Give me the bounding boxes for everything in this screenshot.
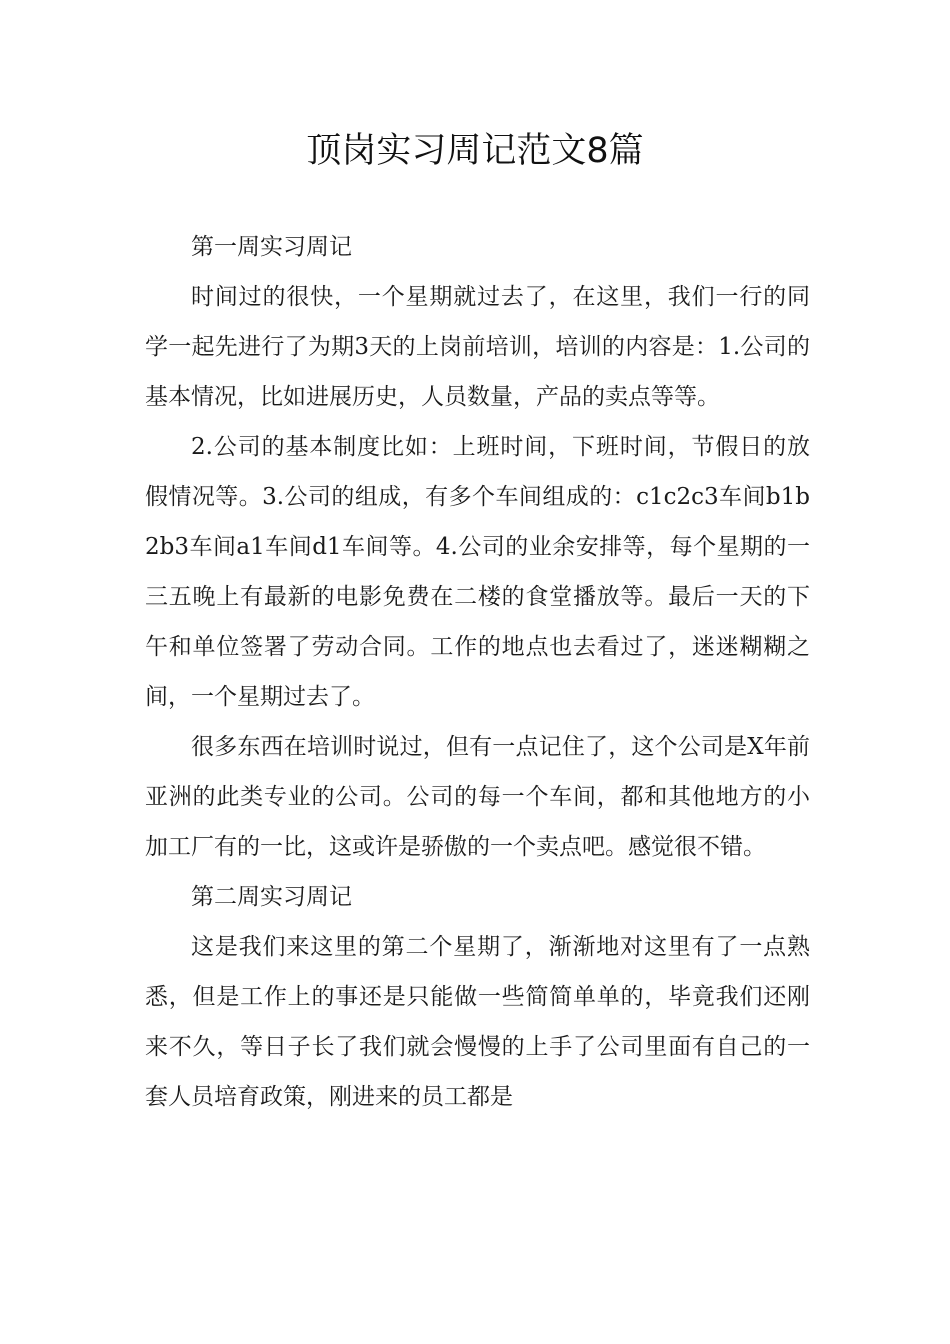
paragraph: 时间过的很快，一个星期就过去了，在这里，我们一行的同学一起先进行了为期3天的上岗前培训，培训的内容是：1.公司的基本情况，比如进展历史，人员数量，产品的卖点等等。 [145, 284, 810, 410]
paragraph: 很多东西在培训时说过，但有一点记住了，这个公司是X年前亚洲的此类专业的公司。公司的每一个车间，都和其他地方的小加工厂有的一比，这或许是骄傲的一个卖点吧。感觉很不错。 [145, 734, 810, 860]
section-heading-week-1: 第一周实习周记 [191, 234, 352, 260]
paragraph: 2.公司的基本制度比如：上班时间，下班时间，节假日的放假情况等。3.公司的组成，有多个车间组成的：c1c2c3车间b1b2b3车间a1车间d1车间等。4.公司的业余安排等，每个星期的一三五晚上有最新的电影免费在二楼的食堂播放等。最后一天的下午和单位签署了劳动合同。工作的地点也去看过了，迷迷糊糊之间，一个星期过去了。 [145, 434, 810, 710]
section-heading-week-2: 第二周实习周记 [191, 884, 352, 910]
document-body [145, 222, 810, 1122]
paragraph: 这是我们来这里的第二个星期了，渐渐地对这里有了一点熟悉，但是工作上的事还是只能做一些简简单单的，毕竟我们还刚来不久，等日子长了我们就会慢慢的上手了公司里面有自己的一套人员培育政策，刚进来的员工都是 [145, 934, 810, 1110]
document-title: 顶岗实习周记范文8篇 [306, 131, 644, 171]
